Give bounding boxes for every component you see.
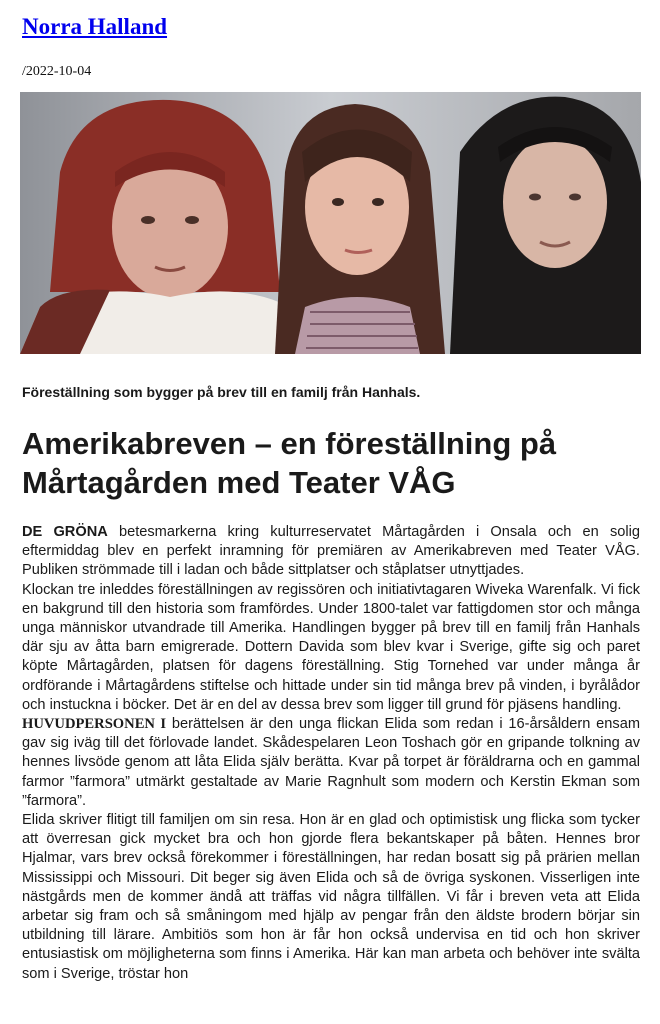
publish-date: /2022-10-04 xyxy=(22,64,92,79)
paragraph-3 xyxy=(22,715,640,811)
hero-illustration xyxy=(20,92,641,354)
hero-image xyxy=(20,92,641,354)
paragraph-4: Elida skriver flitigt till familjen om sin resa. Hon är en glad och optimistisk ung flicka som tycker att överresan gick mycket bra och hon gjorde flera bekantskaper på båten. Hennes bror Hjalmar, vars brev också förekommer i föreställningen, har redan bosatt sig på prärien mellan Mississippi och Missouri. Dit beger sig även Elida och så de övriga syskonen. Visserligen inte nästgårds men de kommer ändå att träffas vid några tillfällen. Vi får i breven veta att Elida arbetar sig fram och så småningom med hjälp av pengar från den äldste brodern börjar sin utbildning till lärare. Ambitiös som hon är får hon också undervisa en tid och hon skriver entusiastisk om möjligheterna som finns i Amerika. Här kan man arbeta och behöver inte svälta som i Sverige, tröstar hon xyxy=(22,812,640,982)
paragraph-3-lead: HUVUDPERSONEN I xyxy=(22,716,167,733)
site-title-link[interactable]: Norra Halland xyxy=(22,14,168,39)
paragraph-1 xyxy=(22,523,640,581)
paragraph-3-text: berättelsen är den unga flickan Elida som redan i 16-årsåldern ensam gav sig iväg till det förlovade landet. Skådespelaren Leon Toshach gör en gripande tolkning av hennes livsöde genom att låta Elida själv berätta. Kvar på torpet är föräldrarna och en gammal farmor ”farmora” utmärkt gestaltade av Marie Ragnhult som modern och Kerstin Ekman som ”farmora”. xyxy=(22,716,640,809)
article-headline: Amerikabreven – en föreställning på Mårtagården med Teater VÅG xyxy=(22,426,557,500)
paragraph-1-lead: DE GRÖNA xyxy=(22,524,108,540)
paragraph-2: Klockan tre inleddes föreställningen av regissören och initiativtagaren Wiveka Warenfalk. Vi fick en bakgrund till den historia som framfördes. Under 1800-talet var fattigdomen stor och många unga människor utvandrade till Amerika. Handlingen bygger på brev till en familj från Hanhals där sju av åtta barn emigrerade. Dottern Davida som blev kvar i Sverige, gifte sig och paret köpte Mårtagården, platsen för dagens föreställning. Stig Tornehed var under många år ordförande i Mårtagårdens stiftelse och hittade under sin tid många brev på vinden, i byrålådor och instuckna i böcker. Det är en del av dessa brev som ligger till grund för pjäsens handling. xyxy=(22,581,640,713)
image-caption: Föreställning som bygger på brev till en familj från Hanhals. xyxy=(22,384,421,400)
article-body xyxy=(22,523,640,984)
paragraph-1-text: betesmarkerna kring kulturreservatet Mårtagården i Onsala och en solig eftermiddag blev en perfekt inramning för premiären av Amerikabreven med Teater VÅG. Publiken strömmade till i ladan och både sittplatser och ståplatser utnyttjades. xyxy=(22,524,640,579)
